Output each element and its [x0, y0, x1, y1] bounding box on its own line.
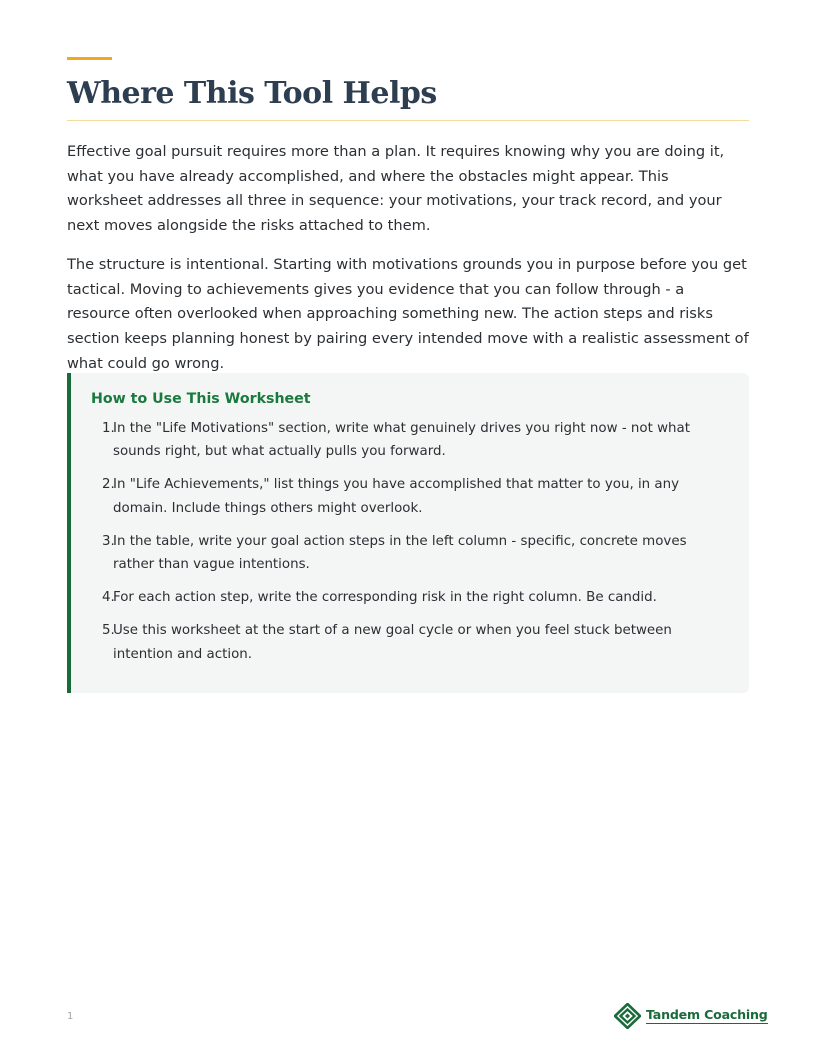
- tandem-diamond-logo-icon: [614, 1003, 641, 1029]
- instruction-number: 2.: [102, 477, 115, 493]
- page-number: 1: [67, 1011, 74, 1022]
- instruction-number: 1.: [102, 421, 115, 436]
- brand-logo: [614, 1003, 768, 1029]
- how-to-use-callout: [67, 373, 749, 693]
- instruction-text: In "Life Achievements," list things you have accomplished that matter to you, in any domain. Include things others might overlook.: [113, 477, 680, 516]
- title-divider: [67, 120, 749, 121]
- instruction-item: [91, 586, 731, 609]
- instruction-number: 3.: [102, 533, 115, 549]
- instruction-item: [91, 530, 731, 577]
- instruction-text: Use this worksheet at the start of a new goal cycle or when you feel stuck between intention and action.: [113, 623, 672, 662]
- instruction-number: 4.: [102, 590, 115, 606]
- instructions-list: [91, 417, 731, 676]
- how-to-use-heading: How to Use This Worksheet: [91, 391, 311, 407]
- instruction-text: In the "Life Motivations" section, write what genuinely drives you right now - not what sounds right, but what actually pulls you forward.: [113, 421, 690, 460]
- brand-name: Tandem Coaching: [646, 1007, 768, 1022]
- instruction-text: For each action step, write the corresponding risk in the right column. Be candid.: [113, 590, 657, 606]
- instruction-item: [91, 473, 731, 520]
- instruction-item: [91, 417, 731, 464]
- title-accent-bar: [67, 57, 112, 60]
- page-title: Where This Tool Helps: [67, 76, 437, 111]
- intro-paragraph-2: The structure is intentional. Starting with motivations grounds you in purpose before you get tactical. Moving to achievements gives you evidence that you can follow through - a resource often overlooked when approaching something new. The action steps and risks section keeps planning honest by pairing every intended move with a realistic assessment of what could go wrong.: [67, 256, 749, 372]
- intro-paragraph-1: Effective goal pursuit requires more than a plan. It requires knowing why you are doing it, what you have already accomplished, and where the obstacles might appear. This worksheet addresses all three in sequence: your motivations, your track record, and your next moves alongside the risks attached to them.: [67, 143, 725, 235]
- instruction-text: In the table, write your goal action steps in the left column - specific, concrete moves rather than vague intentions.: [113, 533, 687, 573]
- instruction-number: 5.: [102, 623, 115, 639]
- instruction-item: [91, 619, 731, 666]
